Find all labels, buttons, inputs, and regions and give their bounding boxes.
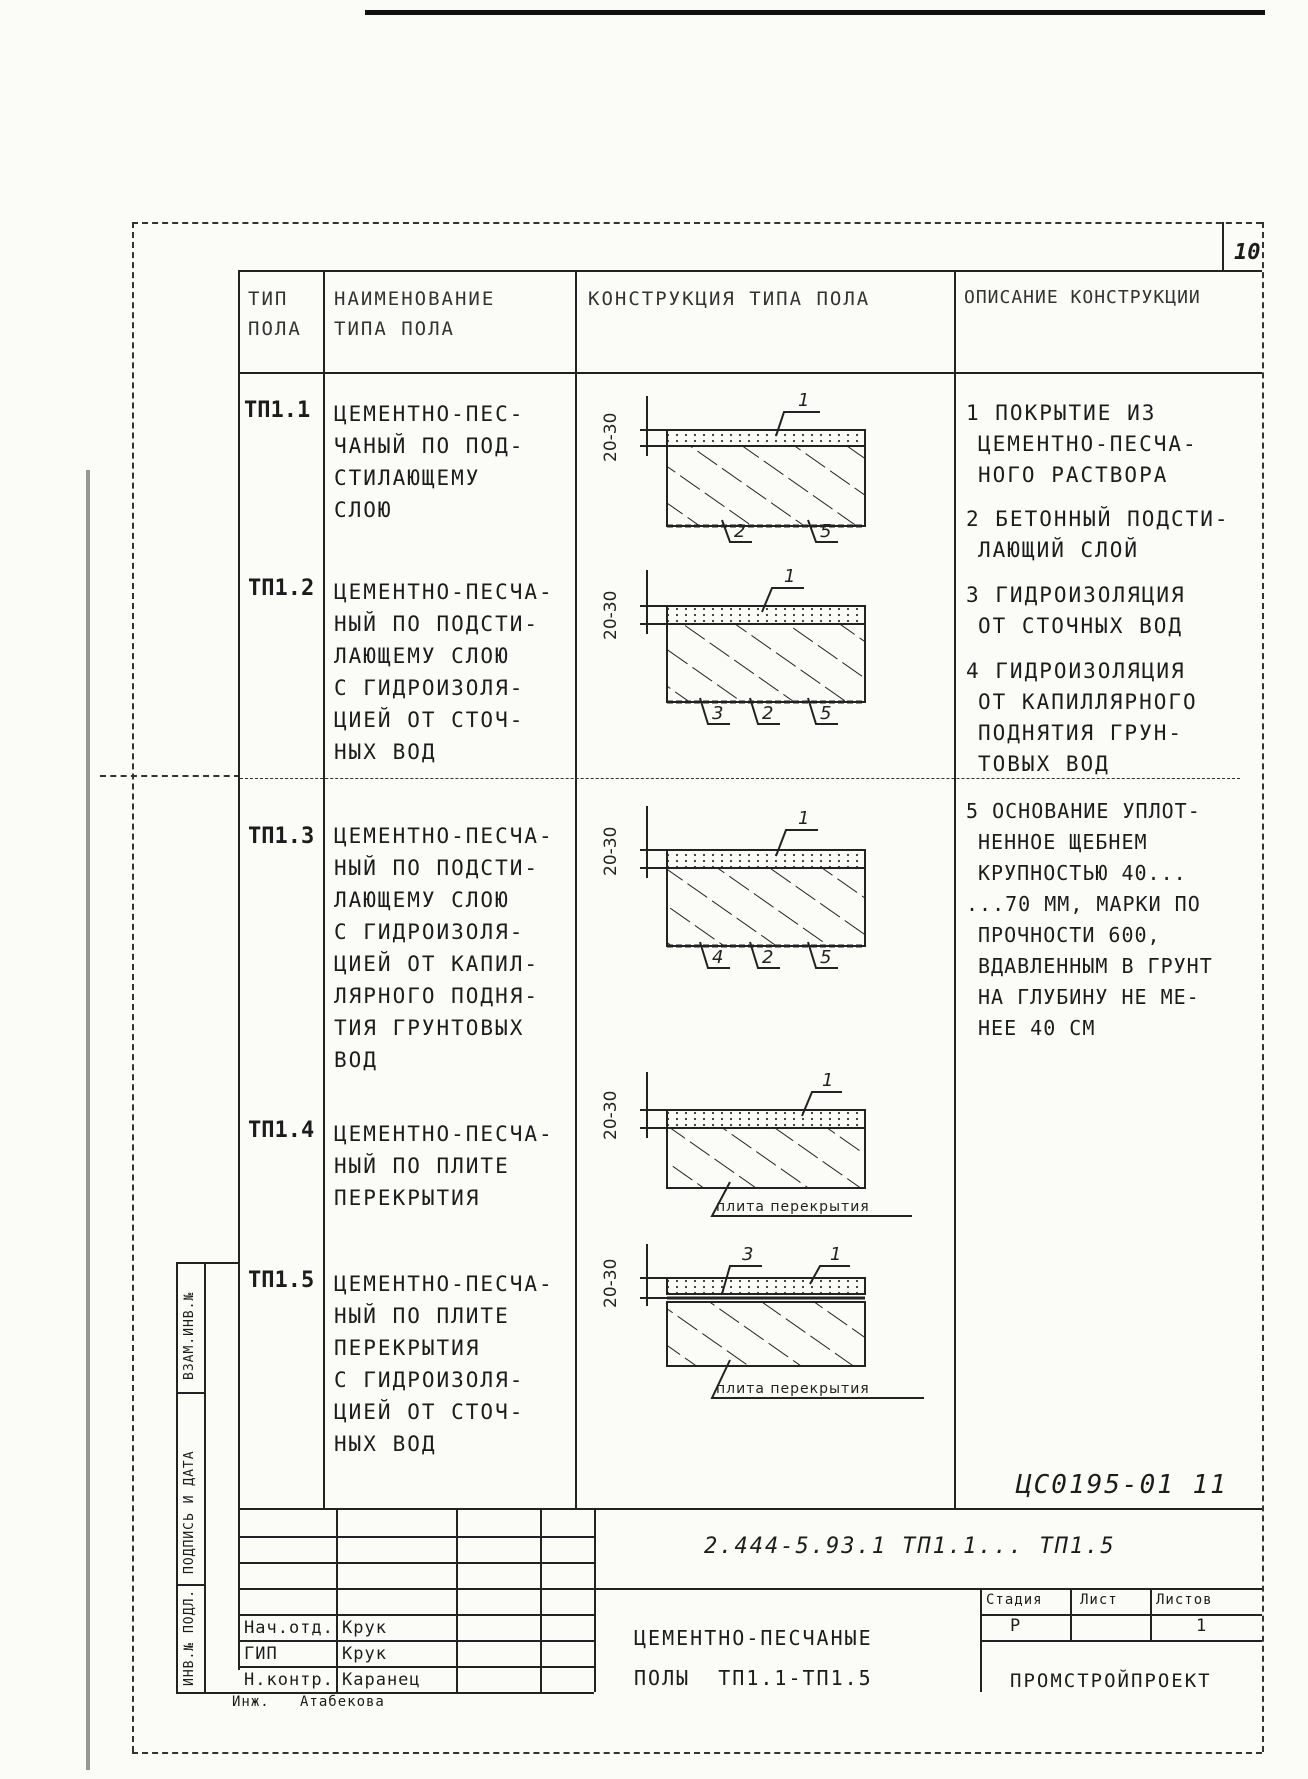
name-line: ЦИЕЙ ОТ СТОЧ- bbox=[334, 708, 525, 732]
callout-3: 3 bbox=[712, 703, 724, 724]
dim-label: 20-30 bbox=[601, 1090, 621, 1140]
row-code-tp12: ТП1.2 bbox=[248, 576, 315, 601]
stamp-signature-date: ПОДПИСЬ И ДАТА bbox=[182, 1450, 197, 1574]
callout-5: 5 bbox=[820, 703, 832, 724]
name-line: ПЕРЕКРЫТИЯ bbox=[334, 1186, 481, 1210]
doc-code: 2.444-5.93.1 ТП1.1... ТП1.5 bbox=[704, 1534, 1116, 1559]
tb-stage-line bbox=[980, 1640, 1262, 1642]
slab-label: плита перекрытия bbox=[716, 1199, 870, 1215]
name-line: СТИЛАЮЩЕМУ bbox=[334, 466, 481, 490]
name-line: ПЕРЕКРЫТИЯ bbox=[334, 1336, 481, 1360]
row-code-tp14: ТП1.4 bbox=[248, 1118, 315, 1143]
desc-line: ВДАВЛЕННЫМ В ГРУНТ bbox=[978, 954, 1213, 978]
archive-number: ЦС0195-01 11 bbox=[1016, 1470, 1228, 1500]
signer-name: Крук bbox=[342, 1644, 387, 1664]
name-line: ВОД bbox=[334, 1048, 378, 1072]
dim-label: 20-30 bbox=[601, 1258, 621, 1308]
stage-label: Стадия bbox=[986, 1592, 1043, 1608]
callout-2: 2 bbox=[762, 703, 774, 724]
dim-label: 20-30 bbox=[601, 590, 621, 640]
desc-line: ОТ КАПИЛЛЯРНОГО bbox=[978, 690, 1198, 714]
sheet-number: 10 bbox=[1234, 240, 1261, 265]
name-line: СЛОЮ bbox=[334, 498, 393, 522]
row-code-tp13: ТП1.3 bbox=[248, 824, 315, 849]
desc-line: ...70 ММ, МАРКИ ПО bbox=[966, 892, 1201, 916]
name-line: ЦЕМЕНТНО-ПЕС- bbox=[334, 402, 525, 426]
callout-1: 1 bbox=[822, 1070, 834, 1091]
stamp-line bbox=[176, 1262, 238, 1264]
name-line: ТИЯ ГРУНТОВЫХ bbox=[334, 1016, 525, 1040]
row-code-tp15: ТП1.5 bbox=[248, 1268, 315, 1293]
header-type-line2: ПОЛА bbox=[248, 318, 302, 341]
name-line: ЦИЕЙ ОТ КАПИЛ- bbox=[334, 952, 540, 976]
callout-1: 1 bbox=[798, 808, 810, 829]
desc-line: НА ГЛУБИНУ НЕ МЕ- bbox=[978, 985, 1200, 1009]
callout-1: 1 bbox=[798, 390, 810, 411]
header-construction: КОНСТРУКЦИЯ ТИПА ПОЛА bbox=[588, 288, 871, 310]
name-line: С ГИДРОИЗОЛЯ- bbox=[334, 920, 525, 944]
signer-role: Н.контр. bbox=[244, 1670, 334, 1690]
tb-col bbox=[540, 1508, 542, 1692]
dim-label: 20-30 bbox=[601, 412, 621, 462]
desc-line: КРУПНОСТЬЮ 40... bbox=[978, 861, 1187, 885]
sheets-value: 1 bbox=[1196, 1616, 1208, 1636]
name-line: ЦЕМЕНТНО-ПЕСЧА- bbox=[334, 1272, 554, 1296]
desc-divider bbox=[240, 778, 1240, 779]
desc-line: НОГО РАСТВОРА bbox=[978, 463, 1169, 487]
name-line: ЛЯРНОГО ПОДНЯ- bbox=[334, 984, 540, 1008]
desc-line: ЛАЮЩИЙ СЛОЙ bbox=[978, 538, 1140, 562]
header-description: ОПИСАНИЕ КОНСТРУКЦИИ bbox=[964, 287, 1201, 308]
name-line: ЧАНЫЙ ПО ПОД- bbox=[334, 434, 525, 458]
desc-line: 1 ПОКРЫТИЕ ИЗ bbox=[966, 401, 1157, 425]
name-line: НЫХ ВОД bbox=[334, 1432, 437, 1456]
tb-top bbox=[238, 1508, 1262, 1510]
stamp-line bbox=[176, 1262, 178, 1692]
slab-layer bbox=[667, 1128, 865, 1188]
concrete-layer bbox=[667, 624, 865, 702]
callout-1: 1 bbox=[784, 566, 796, 587]
drawing-title-line2: ПОЛЫ ТП1.1-ТП1.5 bbox=[634, 1666, 873, 1690]
desc-item-5 bbox=[966, 796, 1213, 1044]
name-line: НЫХ ВОД bbox=[334, 740, 437, 764]
tb-code-bottom bbox=[238, 1588, 1262, 1590]
row-code-tp11: ТП1.1 bbox=[244, 398, 311, 423]
name-line: НЫЙ ПО ПОДСТИ- bbox=[334, 856, 540, 880]
tb-col bbox=[336, 1508, 338, 1692]
diagram-tp11 bbox=[601, 390, 865, 542]
header-type-line1: ТИП bbox=[248, 288, 289, 310]
stamp-inv-original: ИНВ.№ ПОДЛ. bbox=[182, 1588, 197, 1686]
desc-line: ТОВЫХ ВОД bbox=[978, 752, 1110, 776]
desc-item-2 bbox=[966, 504, 1230, 566]
diagram-tp15 bbox=[601, 1244, 924, 1398]
desc-line: НЕННОЕ ЩЕБНЕМ bbox=[978, 830, 1148, 854]
screed-layer bbox=[667, 850, 865, 868]
header-name-line1: НАИМЕНОВАНИЕ bbox=[334, 288, 496, 310]
signer-name: Атабекова bbox=[300, 1694, 385, 1710]
slab-layer bbox=[667, 1302, 865, 1366]
sheet-label: Лист bbox=[1080, 1592, 1118, 1608]
diagram-tp13 bbox=[601, 806, 865, 968]
tb-stage-line bbox=[980, 1614, 1262, 1616]
name-line: ЦИЕЙ ОТ СТОЧ- bbox=[334, 1400, 525, 1424]
desc-line: ЦЕМЕНТНО-ПЕСЧА- bbox=[978, 432, 1198, 456]
stamp-replaced-inv: ВЗАМ.ИНВ.№ bbox=[182, 1291, 197, 1380]
name-line: ЛАЮЩЕМУ СЛОЮ bbox=[334, 888, 510, 912]
desc-item-3 bbox=[966, 580, 1186, 642]
desc-line: ПРОЧНОСТИ 600, bbox=[978, 923, 1161, 947]
desc-line: ОТ СТОЧНЫХ ВОД bbox=[978, 614, 1184, 638]
desc-line: ПОДНЯТИЯ ГРУН- bbox=[978, 721, 1184, 745]
screed-layer bbox=[667, 430, 865, 446]
name-line: С ГИДРОИЗОЛЯ- bbox=[334, 676, 525, 700]
name-line: НЫЙ ПО ПЛИТЕ bbox=[334, 1154, 510, 1178]
desc-item-1 bbox=[966, 398, 1198, 491]
tb-col bbox=[1150, 1588, 1152, 1640]
screed-layer bbox=[667, 1110, 865, 1128]
header-name-line2: ТИПА ПОЛА bbox=[334, 318, 455, 341]
organization-name: ПРОМСТРОЙПРОЕКТ bbox=[1010, 1670, 1212, 1692]
signer-name: Крук bbox=[342, 1618, 387, 1638]
signer-role: ГИП bbox=[244, 1644, 278, 1664]
desc-line: 3 ГИДРОИЗОЛЯЦИЯ bbox=[966, 583, 1186, 607]
callout-5: 5 bbox=[820, 947, 832, 968]
desc-line: 4 ГИДРОИЗОЛЯЦИЯ bbox=[966, 659, 1186, 683]
signer-role: Нач.отд. bbox=[244, 1618, 334, 1638]
sheets-label: Листов bbox=[1156, 1592, 1213, 1608]
stamp-line bbox=[204, 1262, 206, 1692]
callout-2: 2 bbox=[762, 947, 774, 968]
name-line: С ГИДРОИЗОЛЯ- bbox=[334, 1368, 525, 1392]
name-line: ЦЕМЕНТНО-ПЕСЧА- bbox=[334, 824, 554, 848]
desc-item-4 bbox=[966, 656, 1198, 780]
name-line: НЫЙ ПО ПЛИТЕ bbox=[334, 1304, 510, 1328]
drawing-title-line1: ЦЕМЕНТНО-ПЕСЧАНЫЕ bbox=[634, 1626, 873, 1650]
tb-col bbox=[980, 1588, 982, 1692]
stamp-line bbox=[176, 1584, 204, 1586]
desc-line: 2 БЕТОННЫЙ ПОДСТИ- bbox=[966, 507, 1230, 531]
concrete-layer bbox=[667, 446, 865, 526]
dim-label: 20-30 bbox=[601, 826, 621, 876]
tb-col bbox=[594, 1508, 596, 1692]
name-line: ЦЕМЕНТНО-ПЕСЧА- bbox=[334, 580, 554, 604]
callout-5: 5 bbox=[820, 521, 832, 542]
stamp-line bbox=[176, 1392, 204, 1394]
tb-row-line bbox=[238, 1692, 594, 1694]
name-line: НЫЙ ПО ПОДСТИ- bbox=[334, 612, 540, 636]
diagram-tp14 bbox=[601, 1070, 912, 1216]
callout-1: 1 bbox=[830, 1244, 842, 1265]
stamp-line bbox=[176, 1692, 238, 1694]
stage-value: Р bbox=[1010, 1616, 1022, 1636]
concrete-layer bbox=[667, 868, 865, 946]
desc-line: 5 ОСНОВАНИЕ УПЛОТ- bbox=[966, 799, 1201, 823]
diagram-tp12 bbox=[601, 566, 865, 724]
desc-line: НЕЕ 40 СМ bbox=[978, 1016, 1096, 1040]
signer-name: Каранец bbox=[342, 1670, 421, 1690]
signer-role: Инж. bbox=[232, 1694, 270, 1710]
name-line: ЛАЮЩЕМУ СЛОЮ bbox=[334, 644, 510, 668]
screed-layer bbox=[667, 1278, 865, 1294]
callout-2: 2 bbox=[734, 521, 746, 542]
tb-col bbox=[1070, 1588, 1072, 1640]
callout-3: 3 bbox=[742, 1244, 754, 1265]
name-line: ЦЕМЕНТНО-ПЕСЧА- bbox=[334, 1122, 554, 1146]
callout-4: 4 bbox=[712, 947, 724, 968]
slab-label: плита перекрытия bbox=[716, 1381, 870, 1397]
screed-layer bbox=[667, 606, 865, 624]
tb-col bbox=[456, 1508, 458, 1692]
